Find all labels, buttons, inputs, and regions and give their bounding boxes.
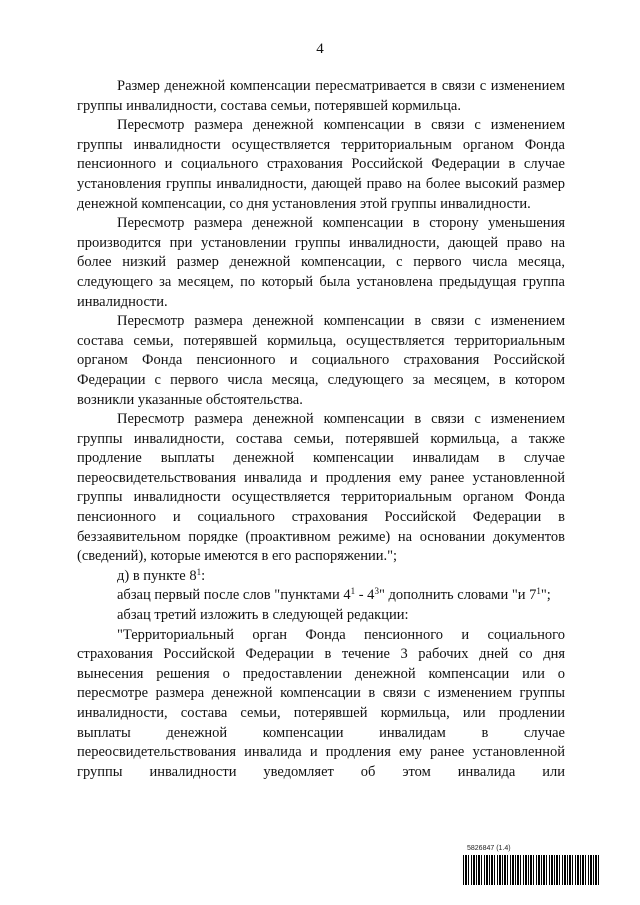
- text-fragment: " дополнить словами "и 7: [378, 587, 537, 604]
- paragraph: Пересмотр размера денежной компенсации в связи с изменением группы инвалидности, состава семьи, потерявшей кормильца, а также продление выплаты денежной компенсации инвалидам в случае переосвидетельствования инвалида и продления ему ранее установленной группы инвалидности осуществляется территориальным органом Фонда пенсионного и социального страхования Российской Федерации в беззаявительном порядке (проактивном режиме) на основании документов (сведений), которые имеются в его распоряжении.";: [77, 411, 565, 565]
- superscript: 1: [350, 586, 356, 597]
- superscript: 1: [536, 586, 541, 597]
- barcode-icon: [463, 855, 601, 885]
- text-fragment: :: [201, 567, 206, 584]
- paragraph: абзац третий изложить в следующей редакции:: [117, 607, 409, 624]
- paragraph: Пересмотр размера денежной компенсации в связи с изменением состава семьи, потерявшей кормильца, осуществляется территориальным органом Фонда пенсионного и социального страхования Российской Федерации с первого числа месяца, следующего за месяцем, в котором возникли указанные обстоятельства.: [77, 313, 565, 408]
- text-fragment: ";: [540, 587, 551, 604]
- text-fragment: абзац первый после слов "пунктами 4: [117, 587, 351, 604]
- paragraph-amendment-item: [77, 567, 565, 587]
- paragraph: Размер денежной компенсации пересматривается в связи с изменением группы инвалидности, состава семьи, потерявшей кормильца.: [77, 78, 565, 114]
- paragraph-quoted-text: "Территориальный орган Фонда пенсионного и социального страхования Российской Федерации в течение 3 рабочих дней со дня вынесения решения о предоставлении денежной компенсации или о пересмотре размера денежной компенсации в связи с изменением группы инвалидности, состава семьи, потерявшей кормильца, или продлении выплаты денежной компенсации инвалидам в случае переосвидетельствования инвалида и продления ему ранее установленной группы инвалидности уведомляет об этом инвалида или: [77, 626, 565, 780]
- document-code: 5826847 (1.4): [467, 845, 511, 852]
- page-number: 4: [316, 41, 324, 57]
- superscript: 1: [196, 566, 202, 577]
- text-fragment: - 4: [355, 587, 375, 604]
- document-body: [77, 77, 565, 782]
- barcode-block: [463, 845, 601, 887]
- text-fragment: д) в пункте 8: [117, 567, 197, 584]
- paragraph: Пересмотр размера денежной компенсации в сторону уменьшения производится при установлении группы инвалидности, дающей право на более низкий размер денежной компенсации, с первого числа месяца, следующего за месяцем, по который была установлена предыдущая группа инвалидности.: [77, 215, 565, 310]
- paragraph-amendment-instruction: [77, 586, 565, 606]
- superscript: 3: [374, 586, 379, 597]
- paragraph: Пересмотр размера денежной компенсации в связи с изменением группы инвалидности осуществляется территориальным органом Фонда пенсионного и социального страхования Российской Федерации в случае установления группы инвалидности, дающей право на более высокий размер денежной компенсации, со дня установления этой группы инвалидности.: [77, 117, 565, 212]
